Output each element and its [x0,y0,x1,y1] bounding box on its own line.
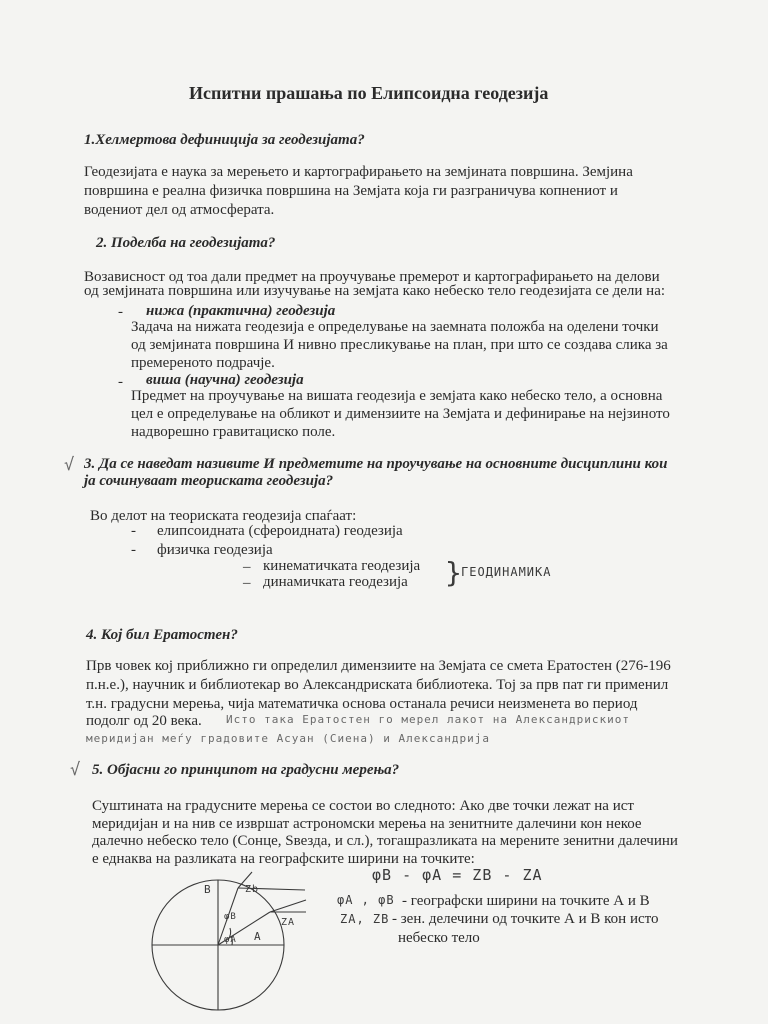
question-2-heading: 2. Поделба на геодезијата? [96,235,276,251]
q2-bullet-1: нижа (практична) геодезија [146,303,336,319]
question-4-heading: 4. Кој бил Ератостен? [86,627,238,643]
legend-text: - географски ширини на точките А и В [402,893,650,909]
legend-symbol: ZA, ZB [340,912,390,926]
question-5-heading: 5. Објасни го принципот на градусни мерења? [92,762,400,778]
q1-line: површина е реална физичка површина на Земјата која ги разграничува копнениот и [84,183,618,199]
q5-line: Суштината на градусните мерења се состои во следното: Ако две точки лежат на ист [92,798,634,814]
diagram-label-za: ZA [281,917,296,928]
formula: φB - φA = ZB - ZA [372,866,543,884]
handwritten-note: ГЕОДИНАМИКА [461,565,552,579]
q4-line: Прв човек кој приближно ги определил димензиите на Земјата се смета Ератостен (276-196 [86,658,671,674]
q1-line: Геодезијата е наука за мерењето и картографирањето на земјината површина. Земјина [84,164,633,180]
q2-bullet-2-line: Предмет на проучување на вишата геодезија е земјата како небеско тело, а основна [131,388,663,404]
q3-item: елипсоидната (сфероидната) геодезија [157,523,403,539]
bullet-dash: - [131,523,136,539]
diagram-label-phib: φB [224,912,237,922]
bullet-dash: – [243,575,251,591]
diagram-label-a: A [254,930,262,943]
bullet-dash: - [118,374,123,390]
q3-subitem: кинематичката геодезија [263,558,421,574]
diagram-label-zb: Zb [245,884,260,895]
legend-symbol: φA , φB [337,893,395,907]
q2-intro-line: Возависност од тоа дали предмет на проучување премерот и картографирањето на делови [84,269,660,285]
q2-intro-line: од земјината површина или изучување на земјата како небеско тело геодезијата се дели на: [84,283,666,299]
q2-bullet-2-line: надворешно гравитациско поле. [131,424,336,440]
q5-line: е еднаква на разликата на географските ширини на точките: [92,851,475,867]
check-mark: √ [64,455,76,475]
q4-line: подолг од 20 века. [86,713,202,729]
bullet-dash: - [118,304,123,320]
q4-line: т.н. градусни мерења, чија математичка основа останала речиси неизменета во период [86,696,638,712]
q3-item: физичка геодезија [157,542,273,558]
q2-bullet-1-line: премереното подрачје. [131,355,275,371]
q5-line: далечно небеско тело (Сонце, Ѕвезда, и сл.), тогашразликата на мерените зенитни далечини [92,833,678,849]
handwritten-note: Исто така Ератостен го мерел лакот на Александрискиот [226,713,630,726]
q4-line: п.н.е.), научник и библиотекар во Александриската библиотека. Тој за прв пат ги применил [86,677,669,693]
q1-line: водениот дел од атмосферата. [84,202,275,218]
meridian-diagram [140,870,310,1020]
bullet-dash: - [131,542,136,558]
q2-bullet-2-line: цел е определување на обликот и димензиите на Земјата и дефинирање на нејзиното [131,406,670,422]
page-title: Испитни прашања по Елипсоидна геодезија [189,83,549,103]
question-3-heading: 3. Да се наведат називите И предметите на проучување на основните дисциплини кои [84,456,668,472]
legend-text: - зен. делечини од точките А и В кон исто [392,911,659,927]
bullet-dash: – [243,559,251,575]
q2-bullet-1-line: од земјината површина И нивно пресликување на план, при што се создава слика за [131,337,668,353]
brace-mark: } [445,556,463,589]
zenith-a [270,900,306,912]
q2-bullet-1-line: Задача на нижата геодезија е определување на заемната положба на оделени точки [131,319,659,335]
question-3-heading: ја сочинуваат теориската геодезија? [84,473,334,489]
legend-text: небеско тело [398,930,480,946]
q5-line: меридијан и на нив се извршат астрономски мерења на зенитните далечини кон некое [92,816,642,832]
diagram-label-phia: φA [224,935,237,945]
diagram-label-b: B [204,883,212,896]
question-1-heading: 1.Хелмертова дефиниција за геодезијата? [84,132,365,148]
q3-subitem: динамичката геодезија [263,574,408,590]
q2-bullet-2: виша (научна) геодезија [146,372,304,388]
check-mark: √ [70,760,82,780]
q3-intro: Во делот на теориската геодезија спаѓаат: [90,508,357,524]
handwritten-note: меридијан меѓу градовите Асуан (Сиена) и Александрија [86,732,490,745]
